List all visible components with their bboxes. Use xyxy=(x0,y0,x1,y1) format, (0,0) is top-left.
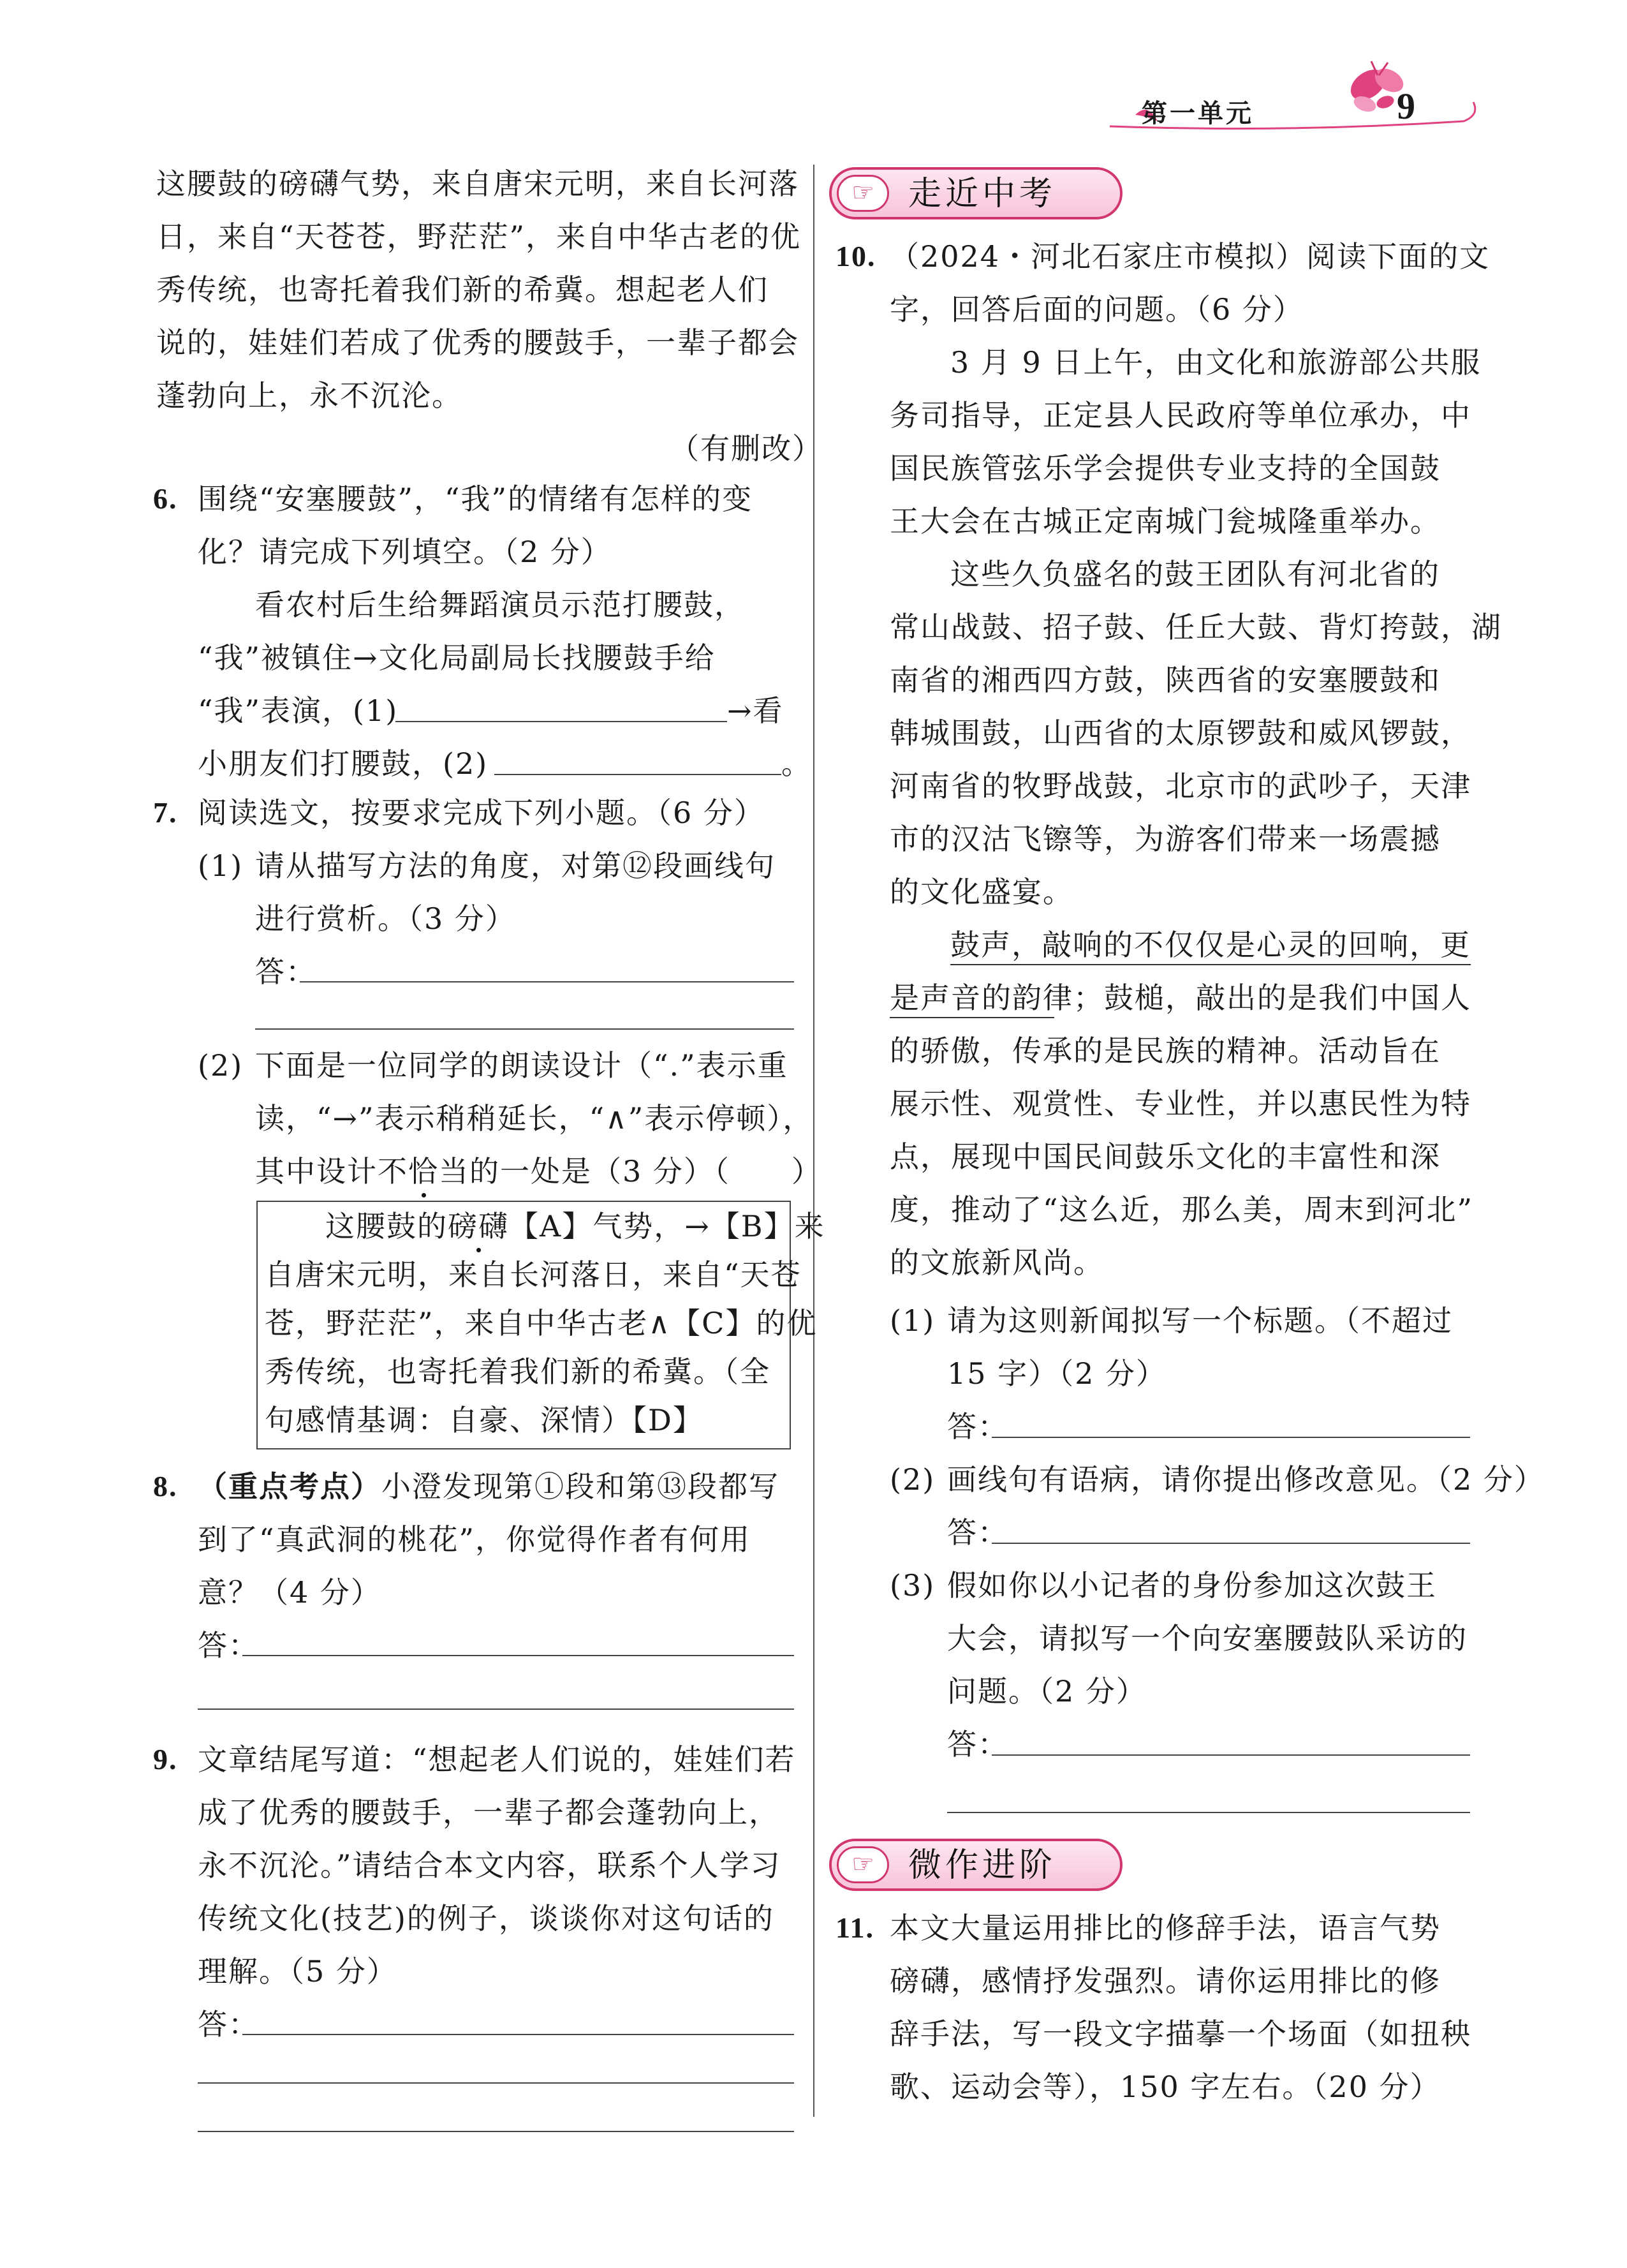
question-text: →看 xyxy=(727,693,784,728)
news-line: 王大会在古城正定南城门瓮城隆重举办。 xyxy=(890,504,1441,538)
question-text: （重点考点）小澄发现第①段和第⑬段都写 xyxy=(198,1469,779,1504)
answer-line[interactable] xyxy=(255,1028,794,1030)
sub-question-number: (1) xyxy=(890,1303,936,1338)
passage-line: 说的，娃娃们若成了优秀的腰鼓手，一辈子都会 xyxy=(156,325,799,360)
question-text: 歌、运动会等），150 字左右。（20 分） xyxy=(890,2070,1441,2104)
question-text: 理解。（5 分） xyxy=(198,1954,397,1989)
news-line: 韩城围鼓，山西省的太原锣鼓和威风锣鼓， xyxy=(890,716,1471,750)
question-text: 意？（4 分） xyxy=(198,1575,381,1610)
news-line: 点，展现中国民间鼓乐文化的丰富性和深 xyxy=(890,1139,1441,1174)
key-point-tag: （重点考点） xyxy=(198,1469,381,1504)
answer-blank-1[interactable] xyxy=(395,721,727,722)
question-text: 阅读选文，按要求完成下列小题。（6 分） xyxy=(198,796,765,830)
question-text: 永不沉沦。”请结合本文内容，联系个人学习 xyxy=(198,1848,781,1883)
question-text: “我”被镇住→文化局副局长找腰鼓手给 xyxy=(198,641,716,675)
box-line: 句感情基调：自豪、深情）【D】 xyxy=(265,1403,703,1437)
answer-line[interactable] xyxy=(992,1754,1470,1756)
news-line: 务司指导，正定县人民政府等单位承办，中 xyxy=(890,398,1471,433)
question-text: （2024・河北石家庄市模拟）阅读下面的文 xyxy=(890,239,1491,274)
question-text: 15 字）（2 分） xyxy=(947,1356,1167,1391)
answer-label: 答： xyxy=(947,1727,1008,1761)
question-text: 请从描写方法的角度，对第⑫段画线句 xyxy=(255,849,776,883)
question-text: 本文大量运用排比的修辞手法，语言气势 xyxy=(890,1911,1441,1945)
pointing-hand-icon: ☞ xyxy=(837,1846,889,1883)
section-banner-exam xyxy=(829,167,1123,219)
question-text: “我”表演，(1) xyxy=(198,693,399,728)
question-text: 文章结尾写道：“想起老人们说的，娃娃们若 xyxy=(198,1742,796,1777)
answer-line[interactable] xyxy=(198,1708,794,1710)
news-line: 河南省的牧野战鼓，北京市的武吵子，天津 xyxy=(890,769,1471,803)
question-text: 成了优秀的腰鼓手，一辈子都会蓬勃向上， xyxy=(198,1795,779,1830)
question-text: 画线句有语病，请你提出修改意见。（2 分） xyxy=(947,1462,1545,1497)
question-text: 其中设计不恰当的一处是（3 分）（ ） xyxy=(255,1154,822,1189)
news-line: 度，推动了“这么近，那么美，周末到河北” xyxy=(890,1192,1474,1227)
question-text: 磅礴，感情抒发强烈。请你运用排比的修 xyxy=(890,1964,1441,1998)
passage-line: 这腰鼓的磅礴气势，来自唐宋元明，来自长河落 xyxy=(156,167,799,201)
emphasis-text: 磅礴 xyxy=(448,1209,509,1243)
question-text: 字，回答后面的问题。（6 分） xyxy=(890,292,1304,327)
unit-title: 第一单元 xyxy=(1142,99,1254,128)
sub-question-number: (2) xyxy=(890,1462,936,1497)
banner-title: 微作进阶 xyxy=(908,1846,1057,1885)
source-note: （有删改） xyxy=(670,431,823,466)
answer-line[interactable] xyxy=(300,981,794,982)
box-line: 秀传统，也寄托着我们新的希冀。（全 xyxy=(265,1354,770,1389)
news-line: 3 月 9 日上午，由文化和旅游部公共服 xyxy=(950,345,1482,380)
news-line: 展示性、观赏性、专业性，并以惠民性为特 xyxy=(890,1086,1471,1121)
page-number: 9 xyxy=(1397,85,1415,127)
news-line: 这些久负盛名的鼓王团队有河北省的 xyxy=(950,557,1440,591)
question-text: 读，“→”表示稍稍延长，“∧”表示停顿）， xyxy=(255,1101,814,1136)
answer-line[interactable] xyxy=(242,1655,794,1656)
answer-blank-2[interactable] xyxy=(494,774,781,775)
box-line: 这腰鼓的磅礴【A】气势，→【B】来 xyxy=(325,1209,825,1243)
question-text: 传统文化(技艺)的例子，谈谈你对这句话的 xyxy=(198,1901,774,1936)
sub-question-number: (3) xyxy=(890,1568,936,1603)
news-line: 国民族管弦乐学会提供专业支持的全国鼓 xyxy=(890,451,1441,485)
sub-question-number: (2) xyxy=(198,1048,244,1083)
sub-question-number: (1) xyxy=(198,849,244,883)
answer-line[interactable] xyxy=(198,2131,794,2132)
news-line: 的文旅新风尚。 xyxy=(890,1245,1104,1280)
answer-line[interactable] xyxy=(992,1437,1470,1438)
section-banner-writing xyxy=(829,1839,1123,1891)
question-text: 下面是一位同学的朗读设计（“.”表示重 xyxy=(255,1048,788,1083)
emphasis-text: 不恰当 xyxy=(378,1154,469,1189)
question-text: 假如你以小记者的身份参加这次鼓王 xyxy=(947,1568,1437,1603)
box-line: 苍，野茫茫”，来自中华古老∧【C】的优 xyxy=(265,1306,818,1340)
answer-label: 答： xyxy=(255,954,316,989)
passage-line: 蓬勃向上，永不沉沦。 xyxy=(156,378,462,413)
question-text: 辞手法，写一段文字描摹一个场面（如扭秧 xyxy=(890,2017,1471,2051)
news-line: 常山战鼓、招子鼓、任丘大鼓、背灯挎鼓，湖 xyxy=(890,610,1502,644)
question-number: 8. xyxy=(153,1470,178,1502)
news-line: 的文化盛宴。 xyxy=(890,875,1073,909)
question-number: 7. xyxy=(153,796,178,829)
answer-line[interactable] xyxy=(992,1543,1470,1544)
question-text: 问题。（2 分） xyxy=(947,1674,1147,1708)
news-line: 南省的湘西四方鼓，陕西省的安塞腰鼓和 xyxy=(890,663,1441,697)
news-line: 是声音的韵律；鼓槌，敲出的是我们中国人 xyxy=(890,979,1054,1018)
question-text: 看农村后生给舞蹈演员示范打腰鼓， xyxy=(255,588,745,622)
question-text: 请为这则新闻拟写一个标题。（不超过 xyxy=(947,1303,1453,1338)
underlined-sentence: 鼓声，敲响的不仅仅是心灵的回响，更 xyxy=(950,926,1471,965)
question-text: 大会，请拟写一个向安塞腰鼓队采访的 xyxy=(947,1621,1468,1656)
question-number: 10. xyxy=(836,240,876,272)
question-text: 围绕“安塞腰鼓”，“我”的情绪有怎样的变 xyxy=(198,482,753,516)
news-line: 的骄傲，传承的是民族的精神。活动旨在 xyxy=(890,1034,1441,1068)
answer-line[interactable] xyxy=(198,2082,794,2084)
pointing-hand-icon: ☞ xyxy=(837,175,889,212)
question-text: 进行赏析。（3 分） xyxy=(255,901,516,936)
answer-line[interactable] xyxy=(242,2034,794,2035)
box-line: 自唐宋元明，来自长河落日，来自“天苍 xyxy=(265,1257,802,1292)
question-number: 9. xyxy=(153,1743,178,1775)
question-text: 。 xyxy=(781,746,812,781)
question-text: 化？请完成下列填空。（2 分） xyxy=(198,535,612,569)
answer-label: 答： xyxy=(947,1515,1008,1550)
question-text: 到了“真武洞的桃花”，你觉得作者有何用 xyxy=(198,1522,751,1557)
question-text: 小朋友们打腰鼓，(2) xyxy=(198,746,489,781)
banner-title: 走近中考 xyxy=(908,175,1057,213)
passage-line: 秀传统，也寄托着我们新的希冀。想起老人们 xyxy=(156,272,769,307)
news-line: 市的汉沽飞镲等，为游客们带来一场震撼 xyxy=(890,822,1441,856)
answer-line[interactable] xyxy=(947,1812,1470,1813)
answer-label: 答： xyxy=(947,1409,1008,1444)
answer-label: 答： xyxy=(198,2007,259,2042)
question-number: 11. xyxy=(836,1911,874,1944)
question-number: 6. xyxy=(153,482,178,515)
passage-line: 日，来自“天苍苍，野茫茫”，来自中华古老的优 xyxy=(156,219,802,254)
answer-label: 答： xyxy=(198,1628,259,1663)
